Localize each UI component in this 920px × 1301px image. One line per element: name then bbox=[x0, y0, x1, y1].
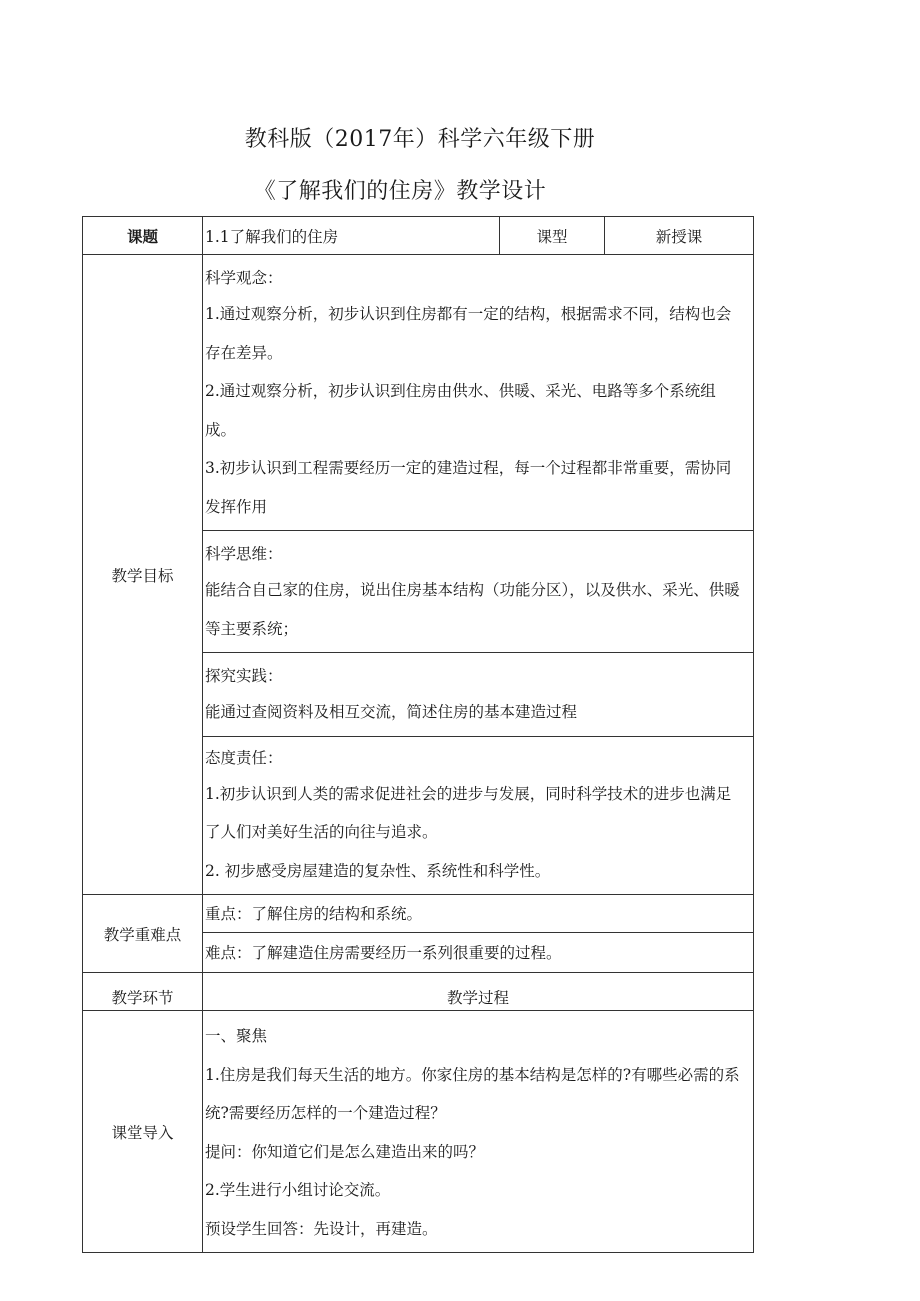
intro-line-3: 提问：你知道它们是怎么建造出来的吗？ bbox=[205, 1142, 485, 1161]
lesson-plan-table bbox=[82, 216, 754, 1253]
intro-line-1: 一、聚焦 bbox=[205, 1027, 268, 1045]
concept-heading: 科学观念： bbox=[205, 269, 283, 287]
document-subtitle: 《了解我们的住房》教学设计 bbox=[253, 179, 547, 204]
attitude-item-2: 2. 初步感受房屋建造的复杂性、系统性和科学性。 bbox=[205, 861, 551, 880]
concept-item-2: 2.通过观察分析，初步认识到住房由供水、供暖、采光、电路等多个系统组成。 bbox=[205, 382, 716, 439]
topic-value: 1.1了解我们的住房 bbox=[203, 217, 500, 255]
concept-item-3: 3.初步认识到工程需要经历一定的建造过程，每一个过程都非常重要，需协同发挥作用 bbox=[205, 459, 732, 516]
process-label: 教学过程 bbox=[203, 973, 754, 1011]
intro-row bbox=[83, 1011, 754, 1253]
process-header-row bbox=[83, 973, 754, 1011]
type-label: 课型 bbox=[500, 217, 605, 255]
attitude-heading: 态度责任： bbox=[205, 748, 283, 767]
focus-cell bbox=[203, 895, 754, 933]
attitude-cell bbox=[203, 736, 754, 895]
focus-text: 重点：了解住房的结构和系统。 bbox=[205, 904, 423, 923]
key-points-label: 教学重难点 bbox=[83, 895, 203, 973]
concept-item-1: 1.通过观察分析，初步认识到住房都有一定的结构，根据需求不同，结构也会存在差异。 bbox=[205, 305, 732, 362]
inquiry-cell bbox=[203, 653, 754, 737]
difficulty-text: 难点：了解建造住房需要经历一系列很重要的过程。 bbox=[205, 943, 562, 962]
objectives-label: 教学目标 bbox=[83, 255, 203, 895]
topic-label: 课题 bbox=[83, 217, 203, 255]
intro-line-5: 预设学生回答：先设计，再建造。 bbox=[205, 1219, 438, 1238]
inquiry-heading: 探究实践： bbox=[205, 667, 283, 685]
key-points-focus-row bbox=[83, 895, 754, 933]
inquiry-item-1: 能通过查阅资料及相互交流，简述住房的基本建造过程 bbox=[205, 703, 578, 721]
document-title: 教科版（2017年）科学六年级下册 bbox=[244, 127, 596, 152]
objectives-concept-row bbox=[83, 255, 754, 531]
thinking-item-1: 能结合自己家的住房，说出住房基本结构（功能分区），以及供水、采光、供暖等主要系统； bbox=[205, 581, 740, 638]
stage-label: 教学环节 bbox=[83, 973, 203, 1011]
header-row bbox=[83, 217, 754, 255]
difficulty-cell bbox=[203, 933, 754, 973]
concept-cell bbox=[203, 255, 754, 531]
intro-label: 课堂导入 bbox=[83, 1011, 203, 1253]
intro-line-4: 2.学生进行小组讨论交流。 bbox=[205, 1181, 391, 1199]
type-value: 新授课 bbox=[605, 217, 754, 255]
attitude-item-1: 1.初步认识到人类的需求促进社会的进步与发展，同时科学技术的进步也满足了人们对美好生活的向往与追求。 bbox=[205, 784, 732, 841]
intro-line-2: 1.住房是我们每天生活的地方。你家住房的基本结构是怎样的?有哪些必需的系统?需要经历怎样的一个建造过程？ bbox=[205, 1065, 740, 1122]
intro-cell bbox=[203, 1011, 754, 1253]
thinking-cell bbox=[203, 531, 754, 653]
thinking-heading: 科学思维： bbox=[205, 545, 283, 563]
